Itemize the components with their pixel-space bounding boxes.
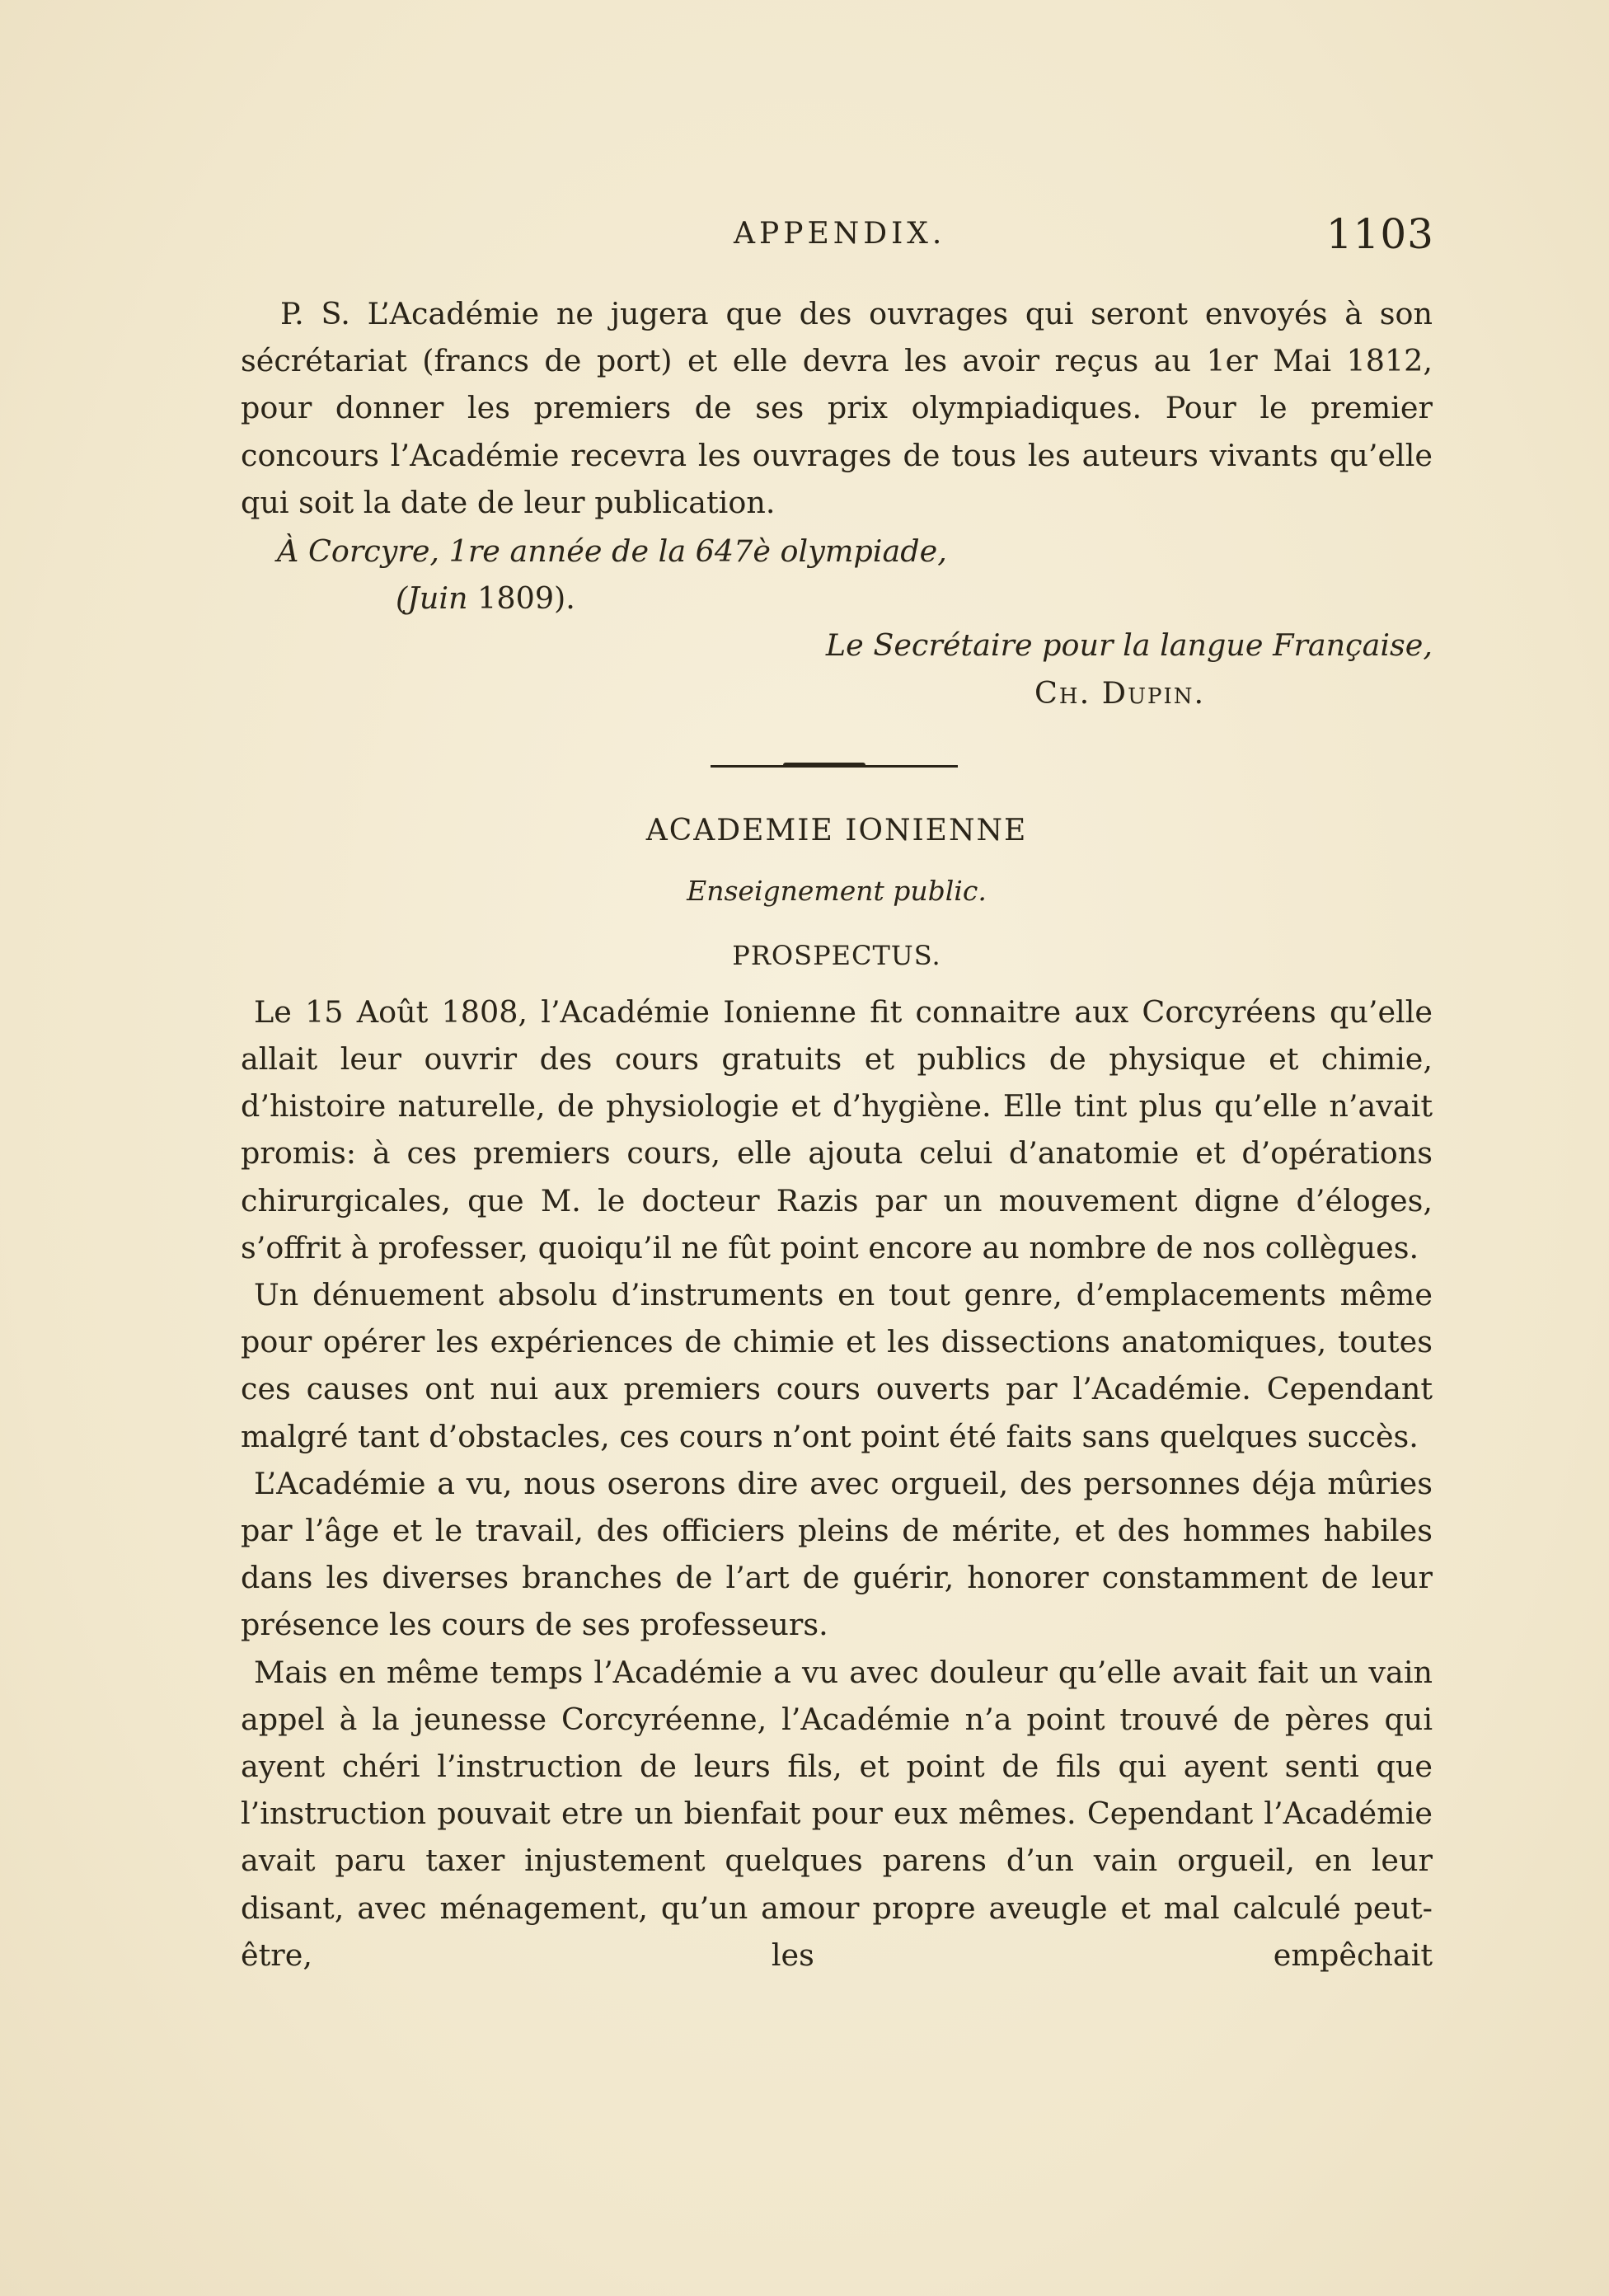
signature-name: Ch. Dupin. [1034, 674, 1206, 711]
running-title: APPENDIX. [734, 217, 946, 251]
dateline-date [241, 575, 1433, 622]
running-head [239, 210, 1434, 260]
dateline-year: 1809). [477, 580, 575, 617]
dateline-month: (Juin [396, 580, 468, 617]
prospectus-paragraph: Un dénuement absolu d’instruments en tout genre, d’emplacements même pour opérer les expériences de chimie et les dissections anatomiques, toutes ces causes ont nui aux premiers cours ouverts par l’Académie. Cependant malgré tant d’obstacles, ces cours n’ont point été faits sans quelques succès. [241, 1277, 1433, 1454]
prospectus-paragraph: L’Académie a vu, nous oserons dire avec orgueil, des personnes déja mûries par l’âge et le travail, des officiers pleins de mérite, et des hommes habiles dans les diverses branches de l’art de guérir, honorer constamment de leur présence les cours de ses professeurs. [241, 1465, 1433, 1643]
section-subtitle: Enseignement public. [687, 874, 987, 907]
text-block [241, 290, 1433, 1979]
prospectus-body [241, 988, 1433, 1979]
signature-role: Le Secrétaire pour la langue Française, [825, 627, 1433, 664]
section-heading: PROSPECTUS. [732, 939, 941, 971]
divider-ornament [783, 763, 865, 768]
postscript-paragraph: P. S. L’Académie ne jugera que des ouvrages qui seront envoyés à son sécrétariat (francs de port) et elle devra les avoir reçus au 1er Mai 1812, pour donner les premiers de ses prix olympiadiques. Pour le premier concours l’Académie recevra les ouvrages de tous les auteurs vivants qu’elle qui soit la date de leur publication. [241, 296, 1433, 520]
prospectus-paragraph: Mais en même temps l’Académie a vu avec douleur qu’elle avait fait un vain appel à la jeunesse Corcyréenne, l’Académie n’a point trouvé de pères qui ayent chéri l’instruction de leurs fils, et point de fils qui ayent senti que l’instruction pouvait etre un bienfait pour eux mêmes. Cependant l’Académie avait paru taxer injustement quelques parens d’un vain orgueil, en leur disant, avec ménagement, qu’un amour propre aveugle et mal calculé peut-être, les empêchait [241, 1654, 1433, 1973]
page-number: 1103 [1325, 210, 1434, 258]
prospectus-paragraph: Le 15 Août 1808, l’Académie Ionienne fit connaitre aux Corcyréens qu’elle allait leur ouvrir des cours gratuits et publics de physique et chimie, d’histoire naturelle, de physiologie et d’hygiène. Elle tint plus qu’elle n’avait promis: à ces premiers cours, elle ajouta celui d’anatomie et d’opérations chirurgicales, que M. le docteur Razis par un mouvement digne d’éloges, s’offrit à professer, quoiqu’il ne fût point encore au nombre de nos collègues. [241, 993, 1433, 1265]
dateline-place: À Corcyre, 1re année de la 647è olympiade, [277, 533, 947, 570]
section-title: ACADEMIE IONIENNE [645, 813, 1028, 848]
section-divider [241, 716, 1433, 807]
